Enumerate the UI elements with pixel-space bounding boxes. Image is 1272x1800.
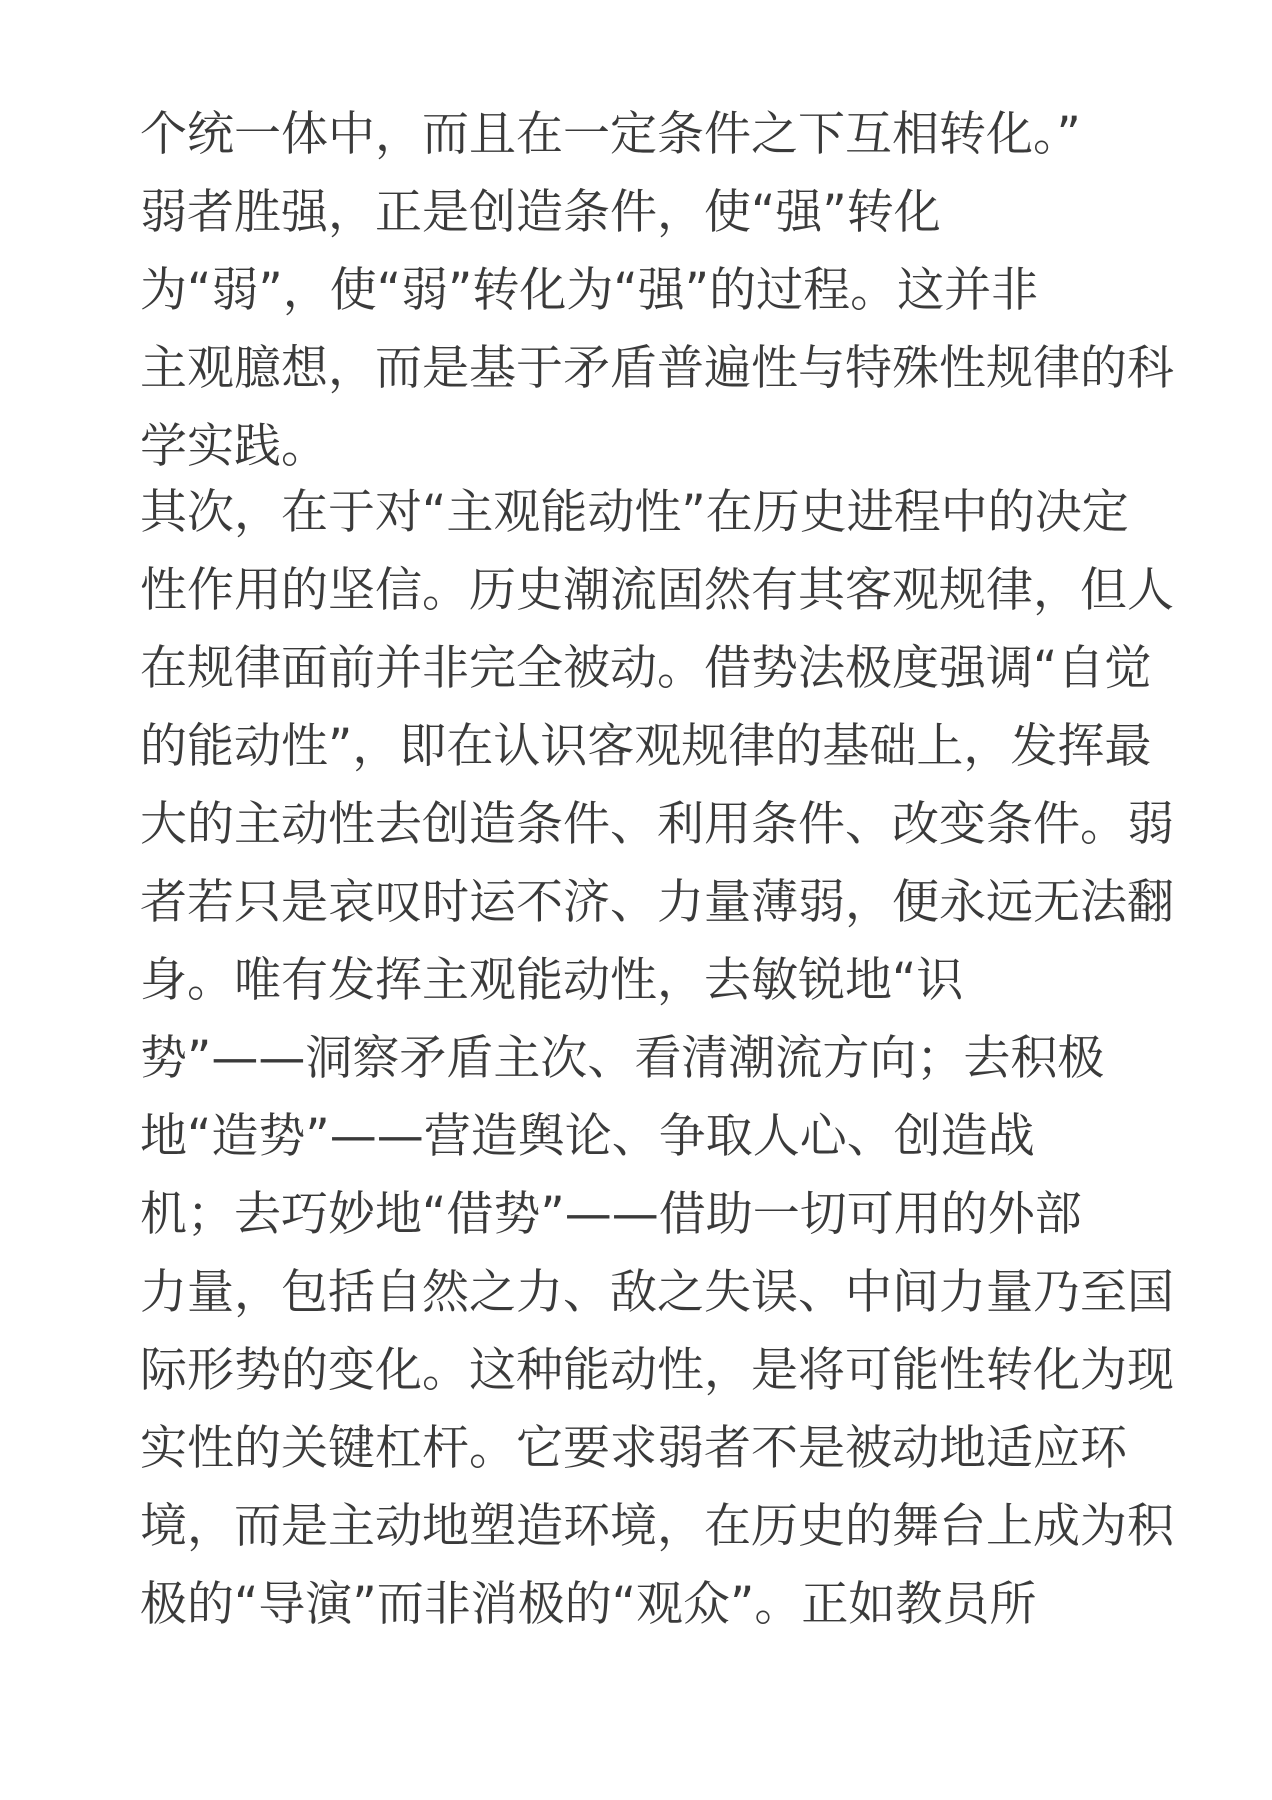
text-line: 机；去巧妙地“借势”——借助一切可用的外部 xyxy=(140,1187,1082,1242)
text-line: 其次，在于对“主观能动性”在历史进程中的决定 xyxy=(140,485,1129,540)
text-line: 力量，包括自然之力、敌之失误、中间力量乃至国 xyxy=(140,1265,1174,1320)
text-line: 极的“导演”而非消极的“观众”。正如教员所 xyxy=(140,1577,1037,1632)
text-line: 在规律面前并非完全被动。借势法极度强调“自觉 xyxy=(140,641,1152,696)
text-line: 主观臆想，而是基于矛盾普遍性与特殊性规律的科 xyxy=(140,341,1174,396)
paragraph-1 xyxy=(140,96,1174,486)
text-line: 身。唯有发挥主观能动性，去敏锐地“识 xyxy=(140,953,964,1008)
text-line: 势”——洞察矛盾主次、看清潮流方向；去积极 xyxy=(140,1031,1105,1086)
paragraph-2 xyxy=(140,474,1174,1644)
text-line: 为“弱”，使“弱”转化为“强”的过程。这并非 xyxy=(140,263,1039,318)
text-line: 地“造势”——营造舆论、争取人心、创造战 xyxy=(140,1109,1035,1164)
text-line: 际形势的变化。这种能动性，是将可能性转化为现 xyxy=(140,1343,1174,1398)
text-line: 实性的关键杠杆。它要求弱者不是被动地适应环 xyxy=(140,1421,1127,1476)
text-line: 大的主动性去创造条件、利用条件、改变条件。弱 xyxy=(140,797,1174,852)
text-line: 弱者胜强，正是创造条件，使“强”转化 xyxy=(140,185,941,240)
text-line: 的能动性”，即在认识客观规律的基础上，发挥最 xyxy=(140,719,1152,774)
text-line: 个统一体中，而且在一定条件之下互相转化。” xyxy=(140,107,1081,162)
text-line: 境，而是主动地塑造环境，在历史的舞台上成为积 xyxy=(140,1499,1174,1554)
text-line: 学实践。 xyxy=(140,419,328,474)
text-line: 性作用的坚信。历史潮流固然有其客观规律，但人 xyxy=(140,563,1174,618)
text-line: 者若只是哀叹时运不济、力量薄弱，便永远无法翻 xyxy=(140,875,1174,930)
